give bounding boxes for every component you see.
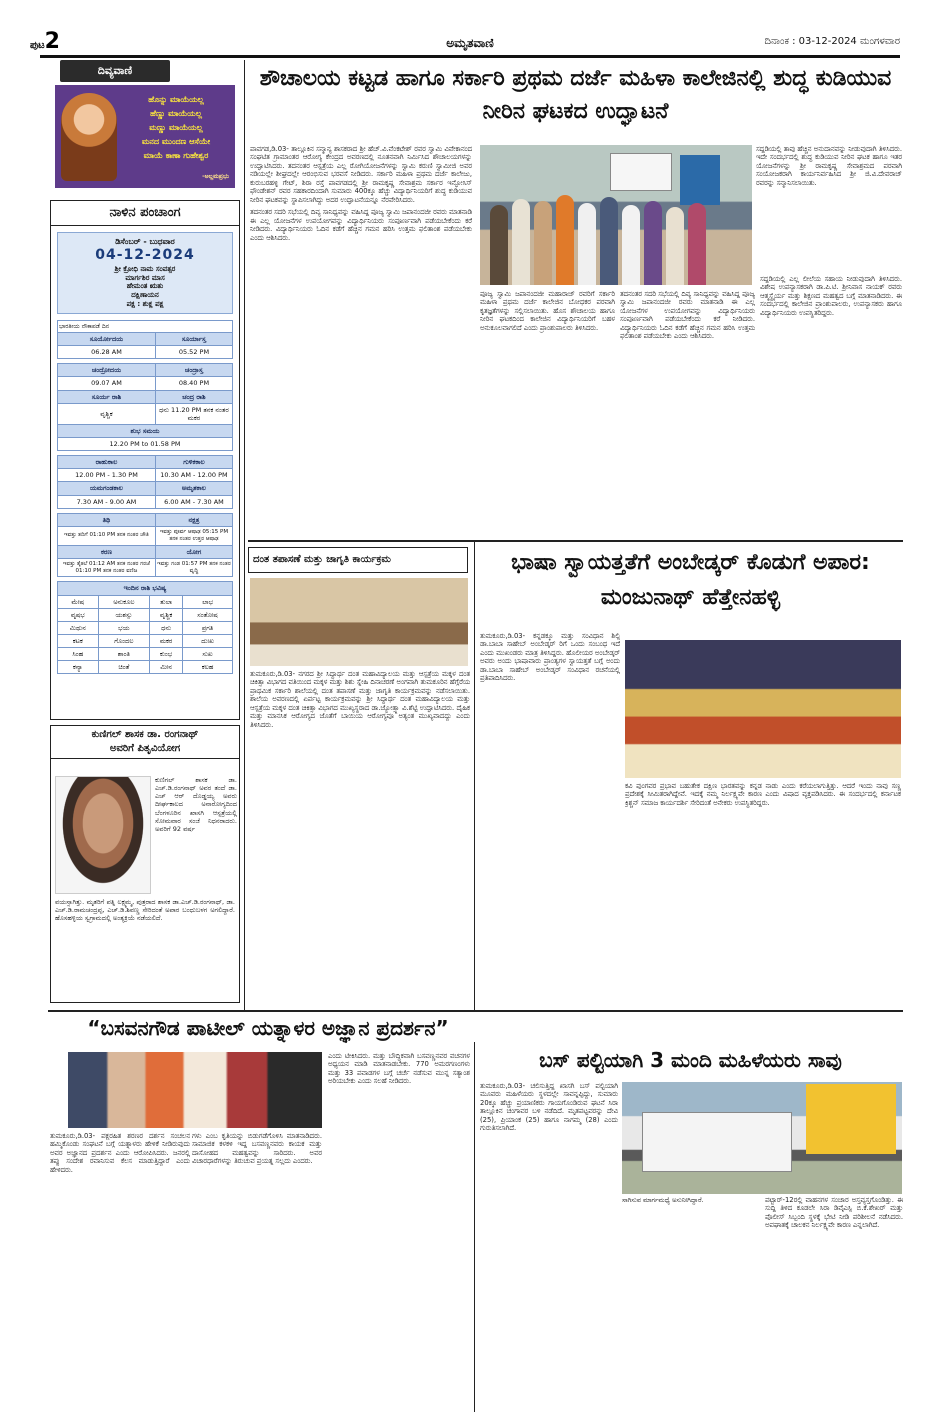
divyavani-title: ದಿವ್ಯವಾಣಿ: [60, 60, 170, 82]
amrit-time: 6.00 AM - 7.30 AM: [155, 495, 232, 508]
table-row: [58, 595, 233, 608]
basavana-column-2: ಗಳು ಎಂಬ ಕೃತಿಯನ್ನು ಬಿಡುಗಡೆಗೊಳಿಸಿ ಮಾತನಾಡಿದರು. ಸಾಮಾಜಿಕ ಕಳಕಳಿ ಇದ್ದ ಬಸವಣ್ಣನವರು ಕಾಯಕ ಮತ್ತು ದಾಸೋಹದ ಮಹತ್ವವನ್ನು ಸಾರಿದರು. ಅವರ ವಿಚಾರಧಾರೆಗಳನ್ನು ತಿರುಚುವ ಪ್ರಯತ್ನ ಸಲ್ಲದು ಎಂದರು.: [192, 1132, 322, 1166]
rahu-label: ರಾಹುಕಾಲ: [58, 456, 156, 469]
rashi-name: ವೃಷಭ: [58, 608, 99, 621]
inauguration-photo: [480, 145, 752, 285]
column-rule: [474, 540, 475, 1010]
portrait-photo: [55, 776, 151, 894]
rashi-result: ಶಾಂತಿ: [98, 648, 150, 661]
column-rule: [244, 60, 245, 1010]
rashi-name: ವೃಶ್ಚಿಕ: [150, 608, 183, 621]
rashi-name: ಕುಂಭ: [150, 648, 183, 661]
month-line: ಡಿಸೆಂಬರ್ - ಬುಧವಾರ: [115, 237, 175, 247]
kunigal-box: [50, 725, 240, 1003]
top-rule: [40, 55, 900, 58]
rashi-name: ತುಲಾ: [150, 595, 183, 608]
rashi-name: ಮೇಷ: [58, 595, 99, 608]
moonrise-label: ಚಂದ್ರೋದಯ: [58, 364, 156, 377]
karana-label: ಕರಣ: [58, 545, 156, 558]
ayana: ದಕ್ಷಿಣಾಯನ: [131, 291, 159, 299]
samvatsara: ಶ್ರೀ ಕ್ರೋಧಿ ನಾಮ ಸಂವತ್ಸರ: [114, 264, 176, 273]
page-number-value: 2: [44, 29, 60, 54]
quote-line: ಮನದ ಮುಂದಣ ಆಸೆಯೇ: [141, 137, 211, 146]
bhasha-column-2: ಕವಿ ಪುಂಗವರ ಪ್ರಭಾವ ಬಹುತೇಕ ದಕ್ಷಿಣ ಭಾರತವನ್ನು ಕನ್ನಡ ನಾಡು ಎಂದು ಕರೆಯಲಾಗುತ್ತಿತ್ತು. ಆದರೆ ಇಂದು ನಾವು ಸಣ್ಣ ಪ್ರದೇಶಕ್ಕೆ ಸೀಮಿತರಾಗಿದ್ದೇವೆ. ಇದಕ್ಕೆ ನಮ್ಮ ನಿರ್ಲಕ್ಷ್ಯವೇ ಕಾರಣ ಎಂದು ವಿಷಾದ ವ್ಯಕ್ತಪಡಿಸಿದರು. ಈ ಸಂದರ್ಭದಲ್ಲಿ ಕರ್ನಾಟಕ ಕ್ರಿಶ್ಚನ್ ಸಮಾಜ ಕಾರ್ಯದರ್ಶಿ ಸೇರಿದಂತೆ ಅನೇಕರು ಉಪಸ್ಥಿತರಿದ್ದರು.: [625, 782, 901, 807]
panchanga-date-card: [57, 232, 233, 313]
bus-column-1: ತುಮಕೂರು,ಡಿ.03- ಚಲಿಸುತ್ತಿದ್ದ ಖಾಸಗಿ ಬಸ್ ಪಲ್ಟಿಯಾಗಿ ಮೂವರು ಮಹಿಳೆಯರು ಸ್ಥಳದಲ್ಲೇ ಸಾವನ್ನಪ್ಪಿದ್ದು, ಸುಮಾರು 20ಕ್ಕೂ ಹೆಚ್ಚು ಪ್ರಯಾಣಿಕರು ಗಾಯಗೊಂಡಿರುವ ಘಟನೆ ಸಿರಾ ತಾಲ್ಲೂಕಿನ ಚಂಗಾವರ ಬಳಿ ನಡೆದಿದೆ. ಮೃತಪಟ್ಟವರನ್ನು ದೇವಿ (25), ಪ್ರಿಯಾಂಕ (25) ಹಾಗೂ ನಾಗಮ್ಮ (28) ಎಂದು ಗುರುತಿಸಲಾಗಿದೆ.: [480, 1082, 618, 1133]
shubha-label: ಶುಭ ಸಮಯ: [58, 424, 233, 437]
sunrise-time: 06.28 AM: [58, 346, 156, 359]
quote-line: ಮಣ್ಣು ಮಾಯೆಯಲ್ಲ: [149, 123, 203, 132]
page-number: [30, 28, 60, 56]
karana-value: ಇವತ್ತು ತೈತಲೆ 01:12 AM ತನಕ ನಂತರ ಗರಜೆ 01:10 PM ತನಕ ನಂತರ ವಣಿಜ: [58, 558, 156, 577]
tithi-value: ಇವತ್ತು ತದಿಗೆ 01:10 PM ತನಕ ನಂತರ ಚೌತಿ: [58, 526, 156, 545]
chandra-rashi: ಧನು 11.20 PM ತನಕ ನಂತರ ಮಕರ: [155, 403, 232, 424]
gulika-label: ಗುಳಿಕಕಾಲ: [155, 456, 232, 469]
person-figure: [512, 199, 530, 285]
person-figure: [688, 203, 706, 285]
story1-column-3: ಸದ್ದಡಿಯಲ್ಲಿ ತಾವು ಹೆಚ್ಚಿನ ಅನುದಾನವನ್ನು ನೀಡುವುದಾಗಿ ತಿಳಿಸಿದರು. ಇದೇ ಸಂದರ್ಭದಲ್ಲಿ ಶುದ್ಧ ಕುಡಿಯುವ ನೀರಿನ ಘಟಕ ಹಾಗೂ ಇತರ ಯೋಜನೆಗಳನ್ನು ಶ್ರೀ ರಾಮಕೃಷ್ಣ ಸೇವಾಶ್ರಮದ ಪರವಾಗಿ ಸಂಯೋಜಕರಾಗಿ ಕಾರ್ಯನಿರ್ವಹಿಸಿದ ಶ್ರೀ ಜಿ.ವಿ.ದೇವರಾಜ್ ರವರನ್ನು ಸನ್ಮಾನಿಸಲಾಯಿತು.: [756, 145, 902, 187]
masthead: [0, 0, 945, 62]
rashi-name: ಸಿಂಹ: [58, 648, 99, 661]
rashi-result: ಲಾಭ: [183, 595, 233, 608]
moonset-time: 08.40 PM: [155, 377, 232, 390]
basavana-column-3: ಎಂದು ಟೀಕಿಸಿದರು. ಮತ್ತು ಬೌದ್ಧಿಕವಾಗಿ ಬಸವಣ್ಣನವರ ವಚನಗಳ ಅಧ್ಯಯನ ಮಾಡಿ ಮಾತನಾಡಬೇಕು. 770 ಅಮರಗಣಂಗಳು ಮತ್ತು 33 ಪವಾಡಗಳ ಬಗ್ಗೆ ಚರ್ಚೆ ನಡೆಸುವ ಮುನ್ನ ಸತ್ಯಾಂಶ ಅರಿಯಬೇಕು ಎಂದು ಸಲಹೆ ನೀಡಿದರು.: [328, 1052, 470, 1086]
table-row: [58, 634, 233, 647]
person-figure: [644, 201, 662, 285]
yoga-label: ಯೋಗ: [155, 545, 232, 558]
rashi-result: ಸುಖ: [183, 648, 233, 661]
bus-column-2: ಪಟ್ಟಾರ್-12ರಲ್ಲಿ ವಾಹನಗಳ ಸಂಚಾರ ಅಸ್ತವ್ಯಸ್ತಗೊಂಡಿತ್ತು. ಈ ಸುದ್ದಿ ತಿಳಿದ ಕೂಡಲೇ ಸಿರಾ ಡಿವೈಎಸ್ಪಿ ಬಿ.ಕೆ.ಶೇಖರ್ ಮತ್ತು ಪೊಲೀಸ್ ಸಿಬ್ಬಂದಿ ಸ್ಥಳಕ್ಕೆ ಭೇಟಿ ನೀಡಿ ಪರಿಶೀಲನೆ ನಡೆಸಿದರು. ಅಪಘಾತಕ್ಕೆ ಚಾಲಕನ ನಿರ್ಲಕ್ಷ್ಯವೇ ಕಾರಣ ಎನ್ನಲಾಗಿದೆ.: [765, 1196, 903, 1230]
nakshatra-label: ನಕ್ಷತ್ರ: [155, 513, 232, 526]
rashi-result: ಯಶಸ್ಸು: [98, 608, 150, 621]
sunset-time: 05.52 PM: [155, 346, 232, 359]
person-figure: [622, 205, 640, 285]
surya-rashi-label: ಸೂರ್ಯ ರಾಶಿ: [58, 390, 156, 403]
table-row: [58, 608, 233, 621]
speech-photo: [625, 640, 901, 778]
yama-label: ಯಮಗಂಡಕಾಲ: [58, 482, 156, 495]
rashi-table: [57, 581, 233, 674]
danta-headline: ದಂತ ತಪಾಸಣೆ ಮತ್ತು ಜಾಗೃತಿ ಕಾರ್ಯಕ್ರಮ: [248, 547, 468, 573]
basavana-headline: “ಬಸವನಗೌಡ ಪಾಟೀಲ್ ಯತ್ನಾಳರ ಅಜ್ಞಾನ ಪ್ರದರ್ಶನ”: [87, 1016, 449, 1040]
chandra-rashi-label: ಚಂದ್ರ ರಾಶಿ: [155, 390, 232, 403]
tithi-label: ತಿಥಿ: [58, 513, 156, 526]
section-rule: [248, 540, 903, 542]
kunigal-headline-1: ಕುಣಿಗಲ್ ಶಾಸಕ ಡಾ. ರಂಗನಾಥ್: [91, 729, 199, 740]
danta-body: ತುಮಕೂರು,ಡಿ.03- ನಗರದ ಶ್ರೀ ಸಿದ್ಧಾರ್ಥ ದಂತ ಮಹಾವಿದ್ಯಾಲಯ ಮತ್ತು ಆಸ್ಪತ್ರೆಯ ಮಕ್ಕಳ ದಂತ ಚಿಕಿತ್ಸಾ ವಿಭಾಗದ ವತಿಯಿಂದ ಮಕ್ಕಳ ಮತ್ತು ಶಿಶು ಸ್ನೇಹಿ ದಿನಾಚರಣೆ ಅಂಗವಾಗಿ ತುಮಕೂರಿನ ಹೆಗ್ಗೆರೆಯ ಪ್ರಾಥಮಿಕ ಸರ್ಕಾರಿ ಶಾಲೆಯಲ್ಲಿ ದಂತ ತಪಾಸಣೆ ಮತ್ತು ಜಾಗೃತಿ ಕಾರ್ಯಕ್ರಮವನ್ನು ನಡೆಸಲಾಯಿತು. ಶಾಲೆಯ ಅವರಣದಲ್ಲಿ ಏರ್ಪಟ್ಟ ಕಾರ್ಯಕ್ರಮವನ್ನು ಶ್ರೀ ಸಿದ್ಧಾರ್ಥ ದಂತ ಮಹಾವಿದ್ಯಾಲಯ ಮತ್ತು ಆಸ್ಪತ್ರೆಯ ಮಕ್ಕಳ ದಂತ ಚಿಕಿತ್ಸಾ ವಿಭಾಗದ ಮುಖ್ಯಸ್ಥರಾದ ಡಾ.ಜ್ಯೋತ್ಸ್ನಾ ವಿ.ಶೆಟ್ಟಿ ಉದ್ಘಾಟಿಸಿದರು. ದೈಹಿಕ ಮತ್ತು ಮಾನಸಿಕ ಆರೋಗ್ಯದ ಜೊತೆಗೆ ಬಾಯಿಯ ಆರೋಗ್ಯವೂ ಅತ್ಯಂತ ಮುಖ್ಯವಾದದ್ದು ಎಂದು ತಿಳಿಸಿದರು.: [250, 670, 470, 729]
quote-line: ಮಾಯೆ ಕಾಣಾ ಗುಹೇಶ್ವರ: [143, 151, 209, 160]
table-row: [58, 648, 233, 661]
story1-column-4b: ತದನಂತರ ಸದರಿ ಸಭೆಯಲ್ಲಿ ದಿವ್ಯ ಸಾನಿಧ್ಯವನ್ನು ವಹಿಸಿದ್ದ ಪೂಜ್ಯ ಸ್ವಾಮಿ ಜಪಾನಂದಜೀ ರವರು ಮಾತನಾಡಿ ಈ ಎಲ್ಲ ಯೋಜನೆಗಳ ಉಪಯೋಗವನ್ನು ವಿದ್ಯಾರ್ಥಿನಿಯರು ಸಂಪೂರ್ಣವಾಗಿ ಪಡೆಯಬೇಕೆಂದು ಕರೆ ನೀಡಿದರು. ವಿದ್ಯಾರ್ಥಿನಿಯರು ಓದಿನ ಕಡೆಗೆ ಹೆಚ್ಚಿನ ಗಮನ ಹರಿಸಿ ಉತ್ತಮ ಫಲಿತಾಂಶ ಪಡೆಯಬೇಕು ಎಂದು ಆಶಿಸಿದರು.: [620, 290, 755, 341]
dateline: ದಿನಾಂಕ : 03-12-2024 ಮಂಗಳವಾರ: [764, 36, 900, 47]
bhasha-column-1: ತುಮಕೂರು,ಡಿ.03- ಕನ್ನಡಕ್ಕೂ ಮತ್ತು ಸಂವಿಧಾನ ಶಿಲ್ಪಿ ಡಾ.ಬಾಬಾ ಸಾಹೇಬ್ ಅಂಬೇಡ್ಕರ್ ರಿಗೆ ಒಂದು ಸಂಬಂಧ ಇದೆ ಎಂದು ಮುಖಂಡರು ಮಾತ್ರ ತಿಳಿಸಿದ್ದರು. ಹೊಲೀಯರ ಅಂಬೇಡ್ಕರ್ ಅವರು ಅಂದು ಭಾಷಾವಾರು ಪ್ರಾಂತ್ಯಗಳ ಸ್ವಾಯತ್ತತೆ ಬಗ್ಗೆ ಅಂದು ಡಾ.ಬಾಬಾ ಸಾಹೇಬ್ ಅಂಬೇಡ್ಕರ್ ಸಂವಿಧಾನ ರಚನೆಯಲ್ಲಿ ಪ್ರತಿಪಾದಿಸಿದರು.: [480, 632, 620, 683]
moonrise-time: 09.07 AM: [58, 377, 156, 390]
rashi-name: ಮೀನ: [150, 661, 183, 674]
sunset-label: ಸೂರ್ಯಾಸ್ತ: [155, 333, 232, 346]
story1-column-5: ಸದ್ದಡಿಯಲ್ಲಿ ಎಲ್ಲ ಲೀಲೆಯ ಸಹಾಯ ನೀಡುವುದಾಗಿ ತಿಳಿಸಿದರು. ವಿಶೇಷ ಉಪನ್ಯಾಸಕರಾಗಿ ಡಾ.ಪಿ.ಟಿ. ಶ್ರೀನಿವಾಸ ನಾಯಕ್ ರವರು ಆತ್ಮಸ್ಥೈರ್ಯ ಮತ್ತು ಶಿಕ್ಷಣದ ಮಹತ್ವದ ಬಗ್ಗೆ ಮಾತನಾಡಿದರು. ಈ ಸಂದರ್ಭದಲ್ಲಿ ಕಾಲೇಜಿನ ಪ್ರಾಂಶುಪಾಲರು, ಉಪನ್ಯಾಸಕರು ಹಾಗೂ ವಿದ್ಯಾರ್ಥಿನಿಯರು ಉಪಸ್ಥಿತರಿದ್ದರು.: [760, 275, 902, 317]
book-release-photo: [68, 1052, 322, 1128]
signage-board: [680, 155, 720, 205]
panchanga-note: ಭಾರತೀಯ ನೌಕಾಪಡೆ ದಿನ: [58, 320, 233, 333]
section-rule: [48, 1010, 903, 1012]
surya-rashi: ವೃಶ್ಚಿಕ: [58, 403, 156, 424]
rashi-name: ಮಕರ: [150, 634, 183, 647]
bus-headline: ಬಸ್ ಪಲ್ಟಿಯಾಗಿ 3 ಮಂದಿ ಮಹಿಳೆಯರು ಸಾವು: [539, 1048, 842, 1072]
quote-line: ಹೆಣ್ಣು ಮಾಯೆಯಲ್ಲ: [150, 109, 202, 118]
rahu-time: 12.00 PM - 1.30 PM: [58, 469, 156, 482]
panchanga-box: [50, 200, 240, 720]
person-figure: [490, 205, 508, 285]
person-figure: [600, 197, 618, 285]
divyavani-panel: [55, 85, 235, 188]
rashi-name: ಧನು: [150, 621, 183, 634]
table-row: [58, 661, 233, 674]
quote-author: -ಅಲ್ಲಮಪ್ರಭು: [202, 172, 229, 180]
kunigal-body-bottom: ವಯಸ್ಸಾಗಿತ್ತು. ಮೃತರಿಗೆ ಪತ್ನಿ ಲಕ್ಷ್ಮಮ್ಮ, ಪುತ್ರರಾದ ಶಾಸಕ ಡಾ.ಎಚ್.ಡಿ.ರಂಗನಾಥ್, ಡಾ. ಎಚ್.ಡಿ.ರಾಮಚಂದ್ರಪ್ಪ, ಎಚ್.ಡಿ.ಶಿವಣ್ಣ ಸೇರಿದಂತೆ ಅಪಾರ ಬಂಧುಬಳಗ ಅಗಲಿದ್ದಾರೆ. ಹೊಸಹಳ್ಳಿಯ ಸ್ವಗ್ರಾಮದಲ್ಲಿ ಅಂತ್ಯಕ್ರಿಯೆ ನಡೆಯಲಿದೆ.: [55, 898, 235, 923]
rashi-result: ಪ್ರಗತಿ: [183, 621, 233, 634]
page-label: ಪುಟ: [30, 40, 45, 51]
kunigal-headline-2: ಅವರಿಗೆ ಪಿತೃವಿಯೋಗ: [51, 743, 239, 760]
quote-line: ಹೊನ್ನು ಮಾಯೆಯಲ್ಲ: [148, 95, 204, 104]
kunigal-body: ಕುಣಿಗಲ್ ಶಾಸಕ ಡಾ. ಎಚ್.ಡಿ.ರಂಗನಾಥ್ ಅವರ ತಂದೆ ಡಾ. ಎಚ್ ಆರ್ ದೊಡ್ಡಯ್ಯ ಅವರು ದೀರ್ಘಕಾಲದ ಅನಾರೋಗ್ಯದಿಂದ ಬೆಂಗಳೂರಿನ ಖಾಸಗಿ ಆಸ್ಪತ್ರೆಯಲ್ಲಿ ಸೋಮವಾರ ಸಂಜೆ ನಿಧನರಾದರು. ಅವರಿಗೆ 92 ವರ್ಷ: [155, 776, 237, 833]
rashi-result: ಗೊಂದಲ: [98, 634, 150, 647]
rashi-result: ಭಯ: [98, 621, 150, 634]
story1-column-4: ಪೂಜ್ಯ ಸ್ವಾಮಿ ಜಪಾನಂದಜೀ ಮಹಾರಾಜ್ ರವರಿಗೆ ಸರ್ಕಾರಿ ಮಹಿಳಾ ಪ್ರಥಮ ದರ್ಜೆ ಕಾಲೇಜಿನ ಬೋಧಕರ ಪರವಾಗಿ ಕೃತಜ್ಞತೆಗಳನ್ನು ಸಲ್ಲಿಸಲಾಯಿತು. ಹೊಸ ಶೌಚಾಲಯ ಹಾಗೂ ನೀರಿನ ಘಟಕದಿಂದ ಕಾಲೇಜಿನ ವಿದ್ಯಾರ್ಥಿನಿಯರಿಗೆ ಬಹಳ ಅನುಕೂಲವಾಗಲಿದೆ ಎಂದು ಪ್ರಾಂಶುಪಾಲರು ತಿಳಿಸಿದರು.: [480, 290, 615, 332]
rashi-result: ಅನುಕೂಲ: [98, 595, 150, 608]
basavana-column-1: ತುಮಕೂರು,ಡಿ.03- ಪಕ್ಷರಹಿತ ಶರಣರ ದರ್ಶನ ಸಂಚಲನ ಹಮ್ಮಿಕೊಂಡು ಸಂಘಟನೆ ಬಗ್ಗೆ ಯತ್ನಾಳರು ಹೇಳಿಕೆ ನೀಡಿರುವುದು ಅವರ ಅಜ್ಞಾನದ ಪ್ರದರ್ಶನ ಎಂದು ಆರೋಪಿಸಿದರು. ಜನರಲ್ಲಿ ತಪ್ಪು ಸಂದೇಶ ರವಾನಿಸುವ ಕೆಲಸ ಮಾಡುತ್ತಿದ್ದಾರೆ ಎಂದು ಹೇಳಿದರು.: [50, 1132, 190, 1174]
masa: ಮಾರ್ಗಶಿರ ಮಾಸ: [125, 273, 165, 282]
rashi-result: ಕಲಹ: [183, 661, 233, 674]
saint-image: [61, 93, 117, 181]
story1-headline: ಶೌಚಾಲಯ ಕಟ್ಟಡ ಹಾಗೂ ಸರ್ಕಾರಿ ಪ್ರಥಮ ದರ್ಜೆ ಮಹಿಳಾ ಕಾಲೇಜಿನಲ್ಲಿ ಶುದ್ಧ ಕುಡಿಯುವ ನೀರಿನ ಘಟಕದ ಉದ್ಘಾಟನೆ: [259, 66, 892, 124]
rashi-result: ಚಿಂತೆ: [98, 661, 150, 674]
rashi-result: ದುಃಖ: [183, 634, 233, 647]
yama-time: 7.30 AM - 9.00 AM: [58, 495, 156, 508]
story1-column-1: [250, 145, 472, 540]
shubha-time: 12.20 PM to 01.58 PM: [58, 438, 233, 451]
person-figure: [666, 207, 684, 285]
crane-image: [806, 1084, 896, 1154]
amrit-label: ಅಮೃತಕಾಲ: [155, 482, 232, 495]
moonset-label: ಚಂದ್ರಾಸ್ತ: [155, 364, 232, 377]
dental-camp-photo: [250, 578, 468, 666]
paksha: ಪಕ್ಷ : ಶುಕ್ಲ ಪಕ್ಷ: [126, 299, 164, 308]
person-figure: [578, 203, 596, 285]
rashi-name: ಕಟಕ: [58, 634, 99, 647]
bus-accident-photo: [622, 1082, 902, 1194]
nakshatra-value: ಇವತ್ತು ಪೂರ್ವ ಆಷಾಢ 05:15 PM ತನಕ ನಂತರ ಉತ್ತರ ಆಷಾಢ: [155, 526, 232, 545]
sunrise-label: ಸೂರ್ಯೋದಯ: [58, 333, 156, 346]
rashi-name: ಮಿಥುನ: [58, 621, 99, 634]
gulika-time: 10.30 AM - 12.00 PM: [155, 469, 232, 482]
bhavishya-label: ಇಂದಿನ ರಾಶಿ ಭವಿಷ್ಯ: [58, 582, 233, 595]
rashi-name: ಕನ್ಯಾ: [58, 661, 99, 674]
bus-caption: ಸಾಗಿಸುವ ಮಾರ್ಗಮಧ್ಯೆ ಅಸುನೀಗಿದ್ದಾರೆ.: [622, 1196, 704, 1204]
paper-name: ಅಮೃತವಾಣಿ: [446, 36, 494, 50]
story1-para: ಪಾವಗಡ,ಡಿ.03- ತಾಲ್ಲೂಕಿನ ಸನ್ಮಾನ್ಯ ಶಾಸಕರಾದ ಶ್ರೀ ಹೆಚ್.ವಿ.ವೆಂಕಟೇಶ್ ರವರ ಸ್ವಾಮಿ ವಿವೇಕಾನಂದ ಸಂಘಟಿತ ಗ್ರಾಮಾಂತರ ಆರೋಗ್ಯ ಕೇಂದ್ರದ ಅವರಣದಲ್ಲಿ ನೂತನವಾಗಿ ನಿರ್ಮಿಸಿದ ಶೌಚಾಲಯಗಳನ್ನು ಉದ್ಘಾಟಿಸಿದರು. ತದನಂತರ ಆಸ್ಪತ್ರೆಯ ಎಲ್ಲ ರೋಗಿಯೋಜನೆಗಳನ್ನು ಸ್ವಾಮಿ ಕರುಣಿ ಸ್ವಾಮೀಜಿ ಅವರ ನಡಿಯಲ್ಲೇ ಶೀಘ್ರದಲ್ಲೇ ಆರಂಭಿಸುವ ಭರವಸೆ ನೀಡಿದರು. ಸರ್ಕಾರಿ ಮಹಿಳಾ ಪ್ರಥಮ ದರ್ಜೆ ಕಾಲೇಜು, ಕುರುಬರಹಳ್ಳಿ ಗೇಟ್, ಶಿರಾ ರಸ್ತೆ ಪಾವಗಡದಲ್ಲಿ ಶ್ರೀ ರಾಮಕೃಷ್ಣ ಸೇವಾಶ್ರಮ ಸರ್ಕಾರ ಇನ್ಫೋಸಿಸ್ ಫೌಂಡೇಶನ್ ರವರ ಸಹಕಾರದಿಂದಾಗಿ ಸುಮಾರು 400ಕ್ಕೂ ಹೆಚ್ಚು ವಿದ್ಯಾರ್ಥಿನಿಯರಿಗೆ ಶುದ್ಧ ಕುಡಿಯುವ ನೀರಿನ ಘಟಕವನ್ನು ಸ್ಥಾಪಿಸಲಾಗಿದ್ದು ಅದರ ಉದ್ಘಾಟನೆಯನ್ನೂ ನೆರವೇರಿಸಿದರು.: [250, 145, 472, 204]
person-figure: [556, 195, 574, 285]
rashi-result: ಸಂತೋಷ: [183, 608, 233, 621]
story1-para: ತದನಂತರ ಸದರಿ ಸಭೆಯಲ್ಲಿ ದಿವ್ಯ ಸಾನಿಧ್ಯವನ್ನು ವಹಿಸಿದ್ದ ಪೂಜ್ಯ ಸ್ವಾಮಿ ಜಪಾನಂದಜೀ ರವರು ಮಾತನಾಡಿ ಈ ಎಲ್ಲ ಯೋಜನೆಗಳ ಉಪಯೋಗವನ್ನು ವಿದ್ಯಾರ್ಥಿನಿಯರು ಸಂಪೂರ್ಣವಾಗಿ ಪಡೆಯಬೇಕೆಂದು ಕರೆ ನೀಡಿದರು. ವಿದ್ಯಾರ್ಥಿನಿಯರು ಓದಿನ ಕಡೆಗೆ ಹೆಚ್ಚಿನ ಗಮನ ಹರಿಸಿ ಉತ್ತಮ ಫಲಿತಾಂಶ ಪಡೆಯಬೇಕು ಎಂದು ಆಶಿಸಿದರು.: [250, 208, 472, 242]
panchanga-date: 04-12-2024: [95, 247, 195, 264]
column-rule: [474, 1042, 475, 1412]
yoga-value: ಇವತ್ತು ಗಂಡ 01:57 PM ತನಕ ನಂತರ ವೃದ್ಧಿ: [155, 558, 232, 577]
panchanga-title: ನಾಳಿನ ಪಂಚಾಂಗ: [51, 201, 239, 226]
bus-image: [642, 1112, 792, 1172]
table-row: [58, 621, 233, 634]
person-figure: [534, 201, 552, 285]
panchanga-table: [57, 320, 233, 582]
bhasha-headline: ಭಾಷಾ ಸ್ವಾಯತ್ತತೆಗೆ ಅಂಬೇಡ್ಕರ್ ಕೊಡುಗೆ ಅಪಾರ: ಮಂಜುನಾಥ್ ಹೆತ್ತೇನಹಳ್ಳಿ: [511, 550, 870, 611]
ritu: ಹೇಮಂತ ಋತು: [126, 282, 164, 291]
banner-board: [610, 153, 672, 191]
